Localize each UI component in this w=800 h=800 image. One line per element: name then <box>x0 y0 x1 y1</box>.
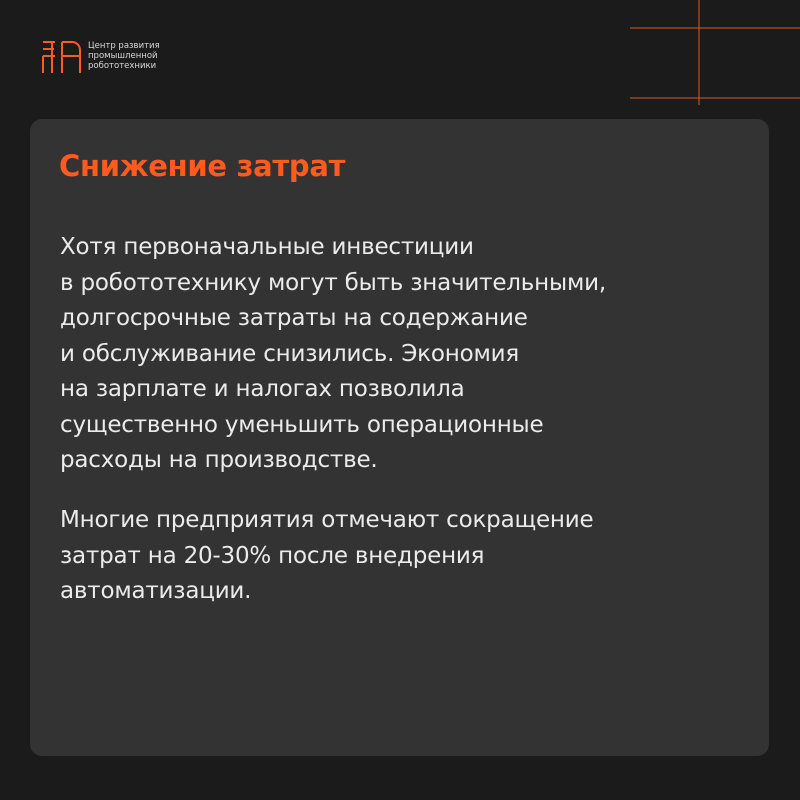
paragraph-1-line: на зарплате и налогах позволила <box>60 376 465 402</box>
article-paragraph-2 <box>60 503 593 610</box>
paragraph-1-line: долгосрочные затраты на содержание <box>60 305 528 331</box>
article-paragraph-1 <box>60 230 606 479</box>
paragraph-1-line: существенно уменьшить операционные <box>60 411 544 438</box>
brand-line-2: промышленной <box>88 51 158 61</box>
brand-line-1: Центр развития <box>88 41 160 51</box>
crdr-logo-icon <box>42 40 82 74</box>
paragraph-2-line: Многие предприятия отмечают сокращение <box>60 507 594 533</box>
paragraph-1-line: Хотя первоначальные инвестиции <box>60 234 474 260</box>
paragraph-1-line: и обслуживание снизились. Экономия <box>60 340 519 367</box>
article-title: Снижение затрат <box>59 149 346 183</box>
brand-logo <box>42 40 160 74</box>
paragraph-2-line: автоматизации. <box>60 578 252 604</box>
paragraph-2-line: затрат на 20-30% после внедрения <box>60 542 485 569</box>
paragraph-1-line: расходы на производстве. <box>60 447 378 473</box>
paragraph-1-line: в робототехнику могут быть значительными, <box>60 269 606 296</box>
brand-line-3: робототехники <box>88 61 157 71</box>
brand-name <box>88 41 160 71</box>
